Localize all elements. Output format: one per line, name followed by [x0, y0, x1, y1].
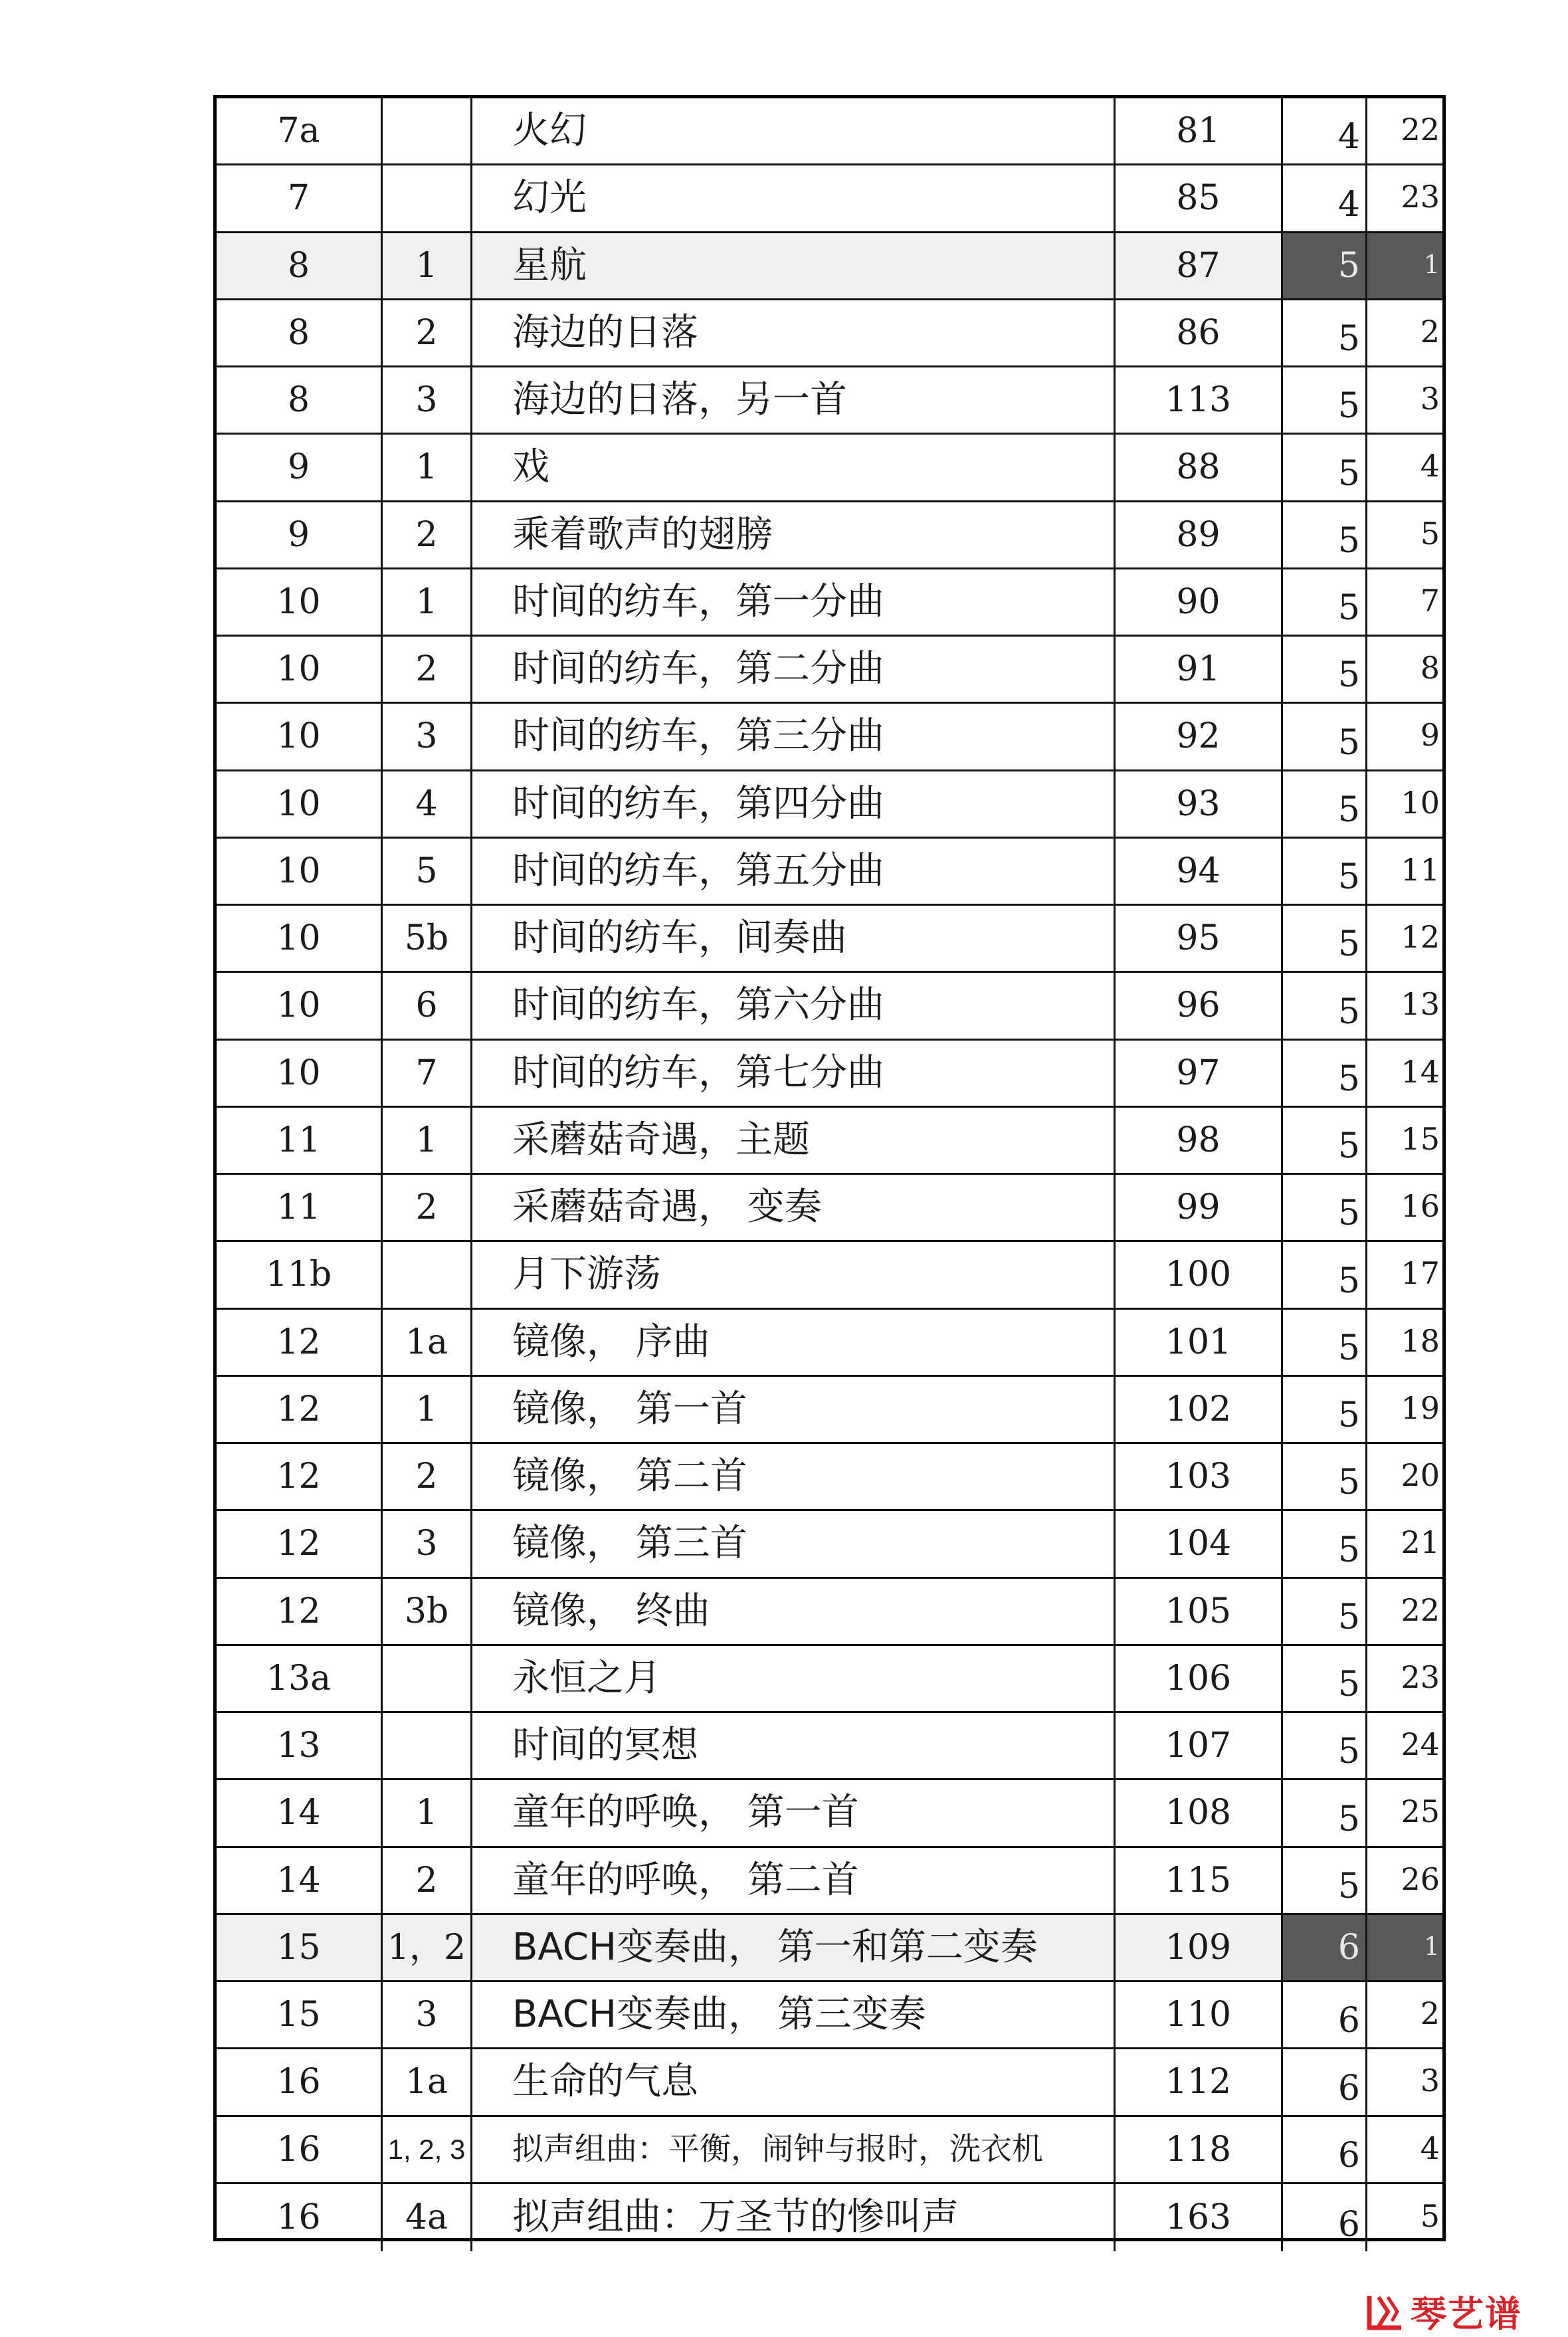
- table-row: [217, 637, 1442, 704]
- sub-number-cell: [383, 165, 472, 231]
- title-cell: 童年的呼唤， 第二首: [472, 1848, 1116, 1913]
- piece-number-cell: 12: [217, 1377, 383, 1442]
- volume-cell: 4: [1283, 98, 1367, 163]
- piece-number-cell: 11: [217, 1175, 383, 1240]
- table-row: [217, 1041, 1442, 1108]
- title-cell: 采蘑菇奇遇， 变奏: [472, 1175, 1116, 1240]
- title-cell: 镜像， 第一首: [472, 1377, 1116, 1442]
- piece-number-cell: 8: [217, 300, 383, 365]
- sub-number-cell: 6: [383, 973, 472, 1038]
- title-cell: 海边的日落: [472, 300, 1116, 365]
- table-row: [217, 2184, 1442, 2251]
- table-row: [217, 1982, 1442, 2049]
- track-cell: 23: [1401, 179, 1440, 215]
- sub-number-cell: 1: [383, 435, 472, 500]
- volume-cell: 5: [1283, 1377, 1367, 1442]
- page-cell: 87: [1116, 233, 1283, 298]
- table-row: [217, 1108, 1442, 1175]
- track-cell: 12: [1401, 919, 1440, 956]
- page-cell: 112: [1116, 2049, 1283, 2114]
- sub-number-cell: 3: [383, 1982, 472, 2047]
- title-cell: 时间的纺车，第六分曲: [472, 973, 1116, 1038]
- track-cell: 14: [1401, 1053, 1440, 1090]
- page-cell: 94: [1116, 839, 1283, 904]
- table-row: [217, 233, 1442, 300]
- page-cell: 98: [1116, 1108, 1283, 1173]
- table-row: [217, 1242, 1442, 1309]
- volume-cell: 5: [1283, 367, 1367, 433]
- track-cell: 3: [1420, 2063, 1440, 2099]
- table-row: [217, 300, 1442, 367]
- page-cell: 81: [1116, 98, 1283, 163]
- table-row: [217, 906, 1442, 973]
- title-cell: 星航: [472, 233, 1116, 298]
- table-row: [217, 1646, 1442, 1713]
- piece-number-cell: 12: [217, 1310, 383, 1375]
- track-cell: 20: [1401, 1457, 1440, 1494]
- volume-cell: 5: [1283, 839, 1367, 904]
- sub-number-cell: [383, 1242, 472, 1307]
- volume-cell: 5: [1283, 233, 1367, 298]
- page-cell: 106: [1116, 1646, 1283, 1711]
- piece-number-cell: 16: [217, 2117, 383, 2182]
- track-cell: 18: [1401, 1322, 1440, 1359]
- volume-cell: 5: [1283, 1041, 1367, 1106]
- page-cell: 85: [1116, 165, 1283, 231]
- sub-number-cell: 1: [383, 1108, 472, 1173]
- sub-number-cell: 3: [383, 367, 472, 433]
- title-cell: 生命的气息: [472, 2049, 1116, 2114]
- track-cell: 5: [1420, 515, 1440, 552]
- title-cell: 镜像， 第三首: [472, 1511, 1116, 1576]
- page-cell: 91: [1116, 637, 1283, 702]
- sub-number-cell: 5: [383, 839, 472, 904]
- title-cell: BACH变奏曲， 第三变奏: [472, 1982, 1116, 2047]
- sub-number-cell: 1a: [383, 2049, 472, 2114]
- page-cell: 86: [1116, 300, 1283, 365]
- sub-number-cell: 3b: [383, 1579, 472, 1644]
- page-cell: 118: [1116, 2117, 1283, 2182]
- title-cell: 童年的呼唤， 第一首: [472, 1780, 1116, 1845]
- table-row: [217, 367, 1442, 435]
- page-cell: 93: [1116, 771, 1283, 837]
- track-cell: 4: [1420, 2130, 1440, 2166]
- sub-number-cell: 1: [383, 1377, 472, 1442]
- track-cell: 17: [1401, 1255, 1440, 1292]
- track-cell: 13: [1401, 986, 1440, 1023]
- table-row: [217, 704, 1442, 771]
- watermark-logo: [1365, 2286, 1522, 2337]
- piece-number-cell: 11: [217, 1108, 383, 1173]
- sub-number-cell: 1, 2, 3: [383, 2117, 472, 2182]
- title-cell: 永恒之月: [472, 1646, 1116, 1711]
- volume-cell: 6: [1283, 2184, 1367, 2251]
- piece-number-cell: 13: [217, 1713, 383, 1778]
- piece-number-cell: 7: [217, 165, 383, 231]
- title-cell: 时间的纺车，第三分曲: [472, 704, 1116, 769]
- logo-text: 琴艺谱: [1411, 2293, 1522, 2335]
- track-cell: 23: [1401, 1659, 1440, 1695]
- title-cell: 镜像， 第二首: [472, 1444, 1116, 1509]
- page-cell: 88: [1116, 435, 1283, 500]
- track-cell: 15: [1401, 1120, 1440, 1157]
- volume-cell: 5: [1283, 771, 1367, 837]
- table-row: [217, 1511, 1442, 1578]
- volume-cell: 6: [1283, 1915, 1367, 1980]
- table-row: [217, 1377, 1442, 1444]
- piece-number-cell: 15: [217, 1982, 383, 2047]
- title-cell: 月下游荡: [472, 1242, 1116, 1307]
- table-row: [217, 502, 1442, 569]
- title-cell: 戏: [472, 435, 1116, 500]
- track-cell: 19: [1401, 1389, 1440, 1426]
- track-cell: 26: [1401, 1861, 1440, 1897]
- sub-number-cell: 4: [383, 771, 472, 837]
- volume-cell: 6: [1283, 1982, 1367, 2047]
- volume-cell: 4: [1283, 165, 1367, 231]
- table-row: [217, 1579, 1442, 1646]
- track-cell: 4: [1420, 448, 1440, 484]
- title-cell: 乘着歌声的翅膀: [472, 502, 1116, 567]
- piece-number-cell: 10: [217, 704, 383, 769]
- piece-number-cell: 9: [217, 435, 383, 500]
- title-cell: 火幻: [472, 98, 1116, 163]
- piece-number-cell: 16: [217, 2049, 383, 2114]
- volume-cell: 5: [1283, 1310, 1367, 1375]
- piece-number-cell: 10: [217, 973, 383, 1038]
- table-row: [217, 973, 1442, 1040]
- sub-number-cell: 3: [383, 1511, 472, 1576]
- page-cell: 109: [1116, 1915, 1283, 1980]
- sub-number-cell: 2: [383, 1175, 472, 1240]
- page-cell: 92: [1116, 704, 1283, 769]
- volume-cell: 5: [1283, 1175, 1367, 1240]
- track-cell: 21: [1401, 1524, 1440, 1561]
- page-cell: 115: [1116, 1848, 1283, 1913]
- page-cell: 113: [1116, 367, 1283, 433]
- title-cell: 时间的纺车，间奏曲: [472, 906, 1116, 971]
- page-cell: 163: [1116, 2184, 1283, 2251]
- sub-number-cell: 1: [383, 233, 472, 298]
- table-row: [217, 839, 1442, 906]
- track-cell: 16: [1401, 1188, 1440, 1225]
- page-cell: 107: [1116, 1713, 1283, 1778]
- sub-number-cell: 3: [383, 704, 472, 769]
- track-cell: 7: [1420, 582, 1440, 619]
- volume-cell: 5: [1283, 906, 1367, 971]
- page-cell: 101: [1116, 1310, 1283, 1375]
- piece-number-cell: 14: [217, 1780, 383, 1845]
- title-cell: 时间的纺车，第四分曲: [472, 771, 1116, 837]
- sub-number-cell: 1a: [383, 1310, 472, 1375]
- table-row: [217, 1713, 1442, 1780]
- track-cell: 3: [1420, 381, 1440, 417]
- title-cell: 镜像， 序曲: [472, 1310, 1116, 1375]
- title-cell: 海边的日落，另一首: [472, 367, 1116, 433]
- piece-number-cell: 16: [217, 2184, 383, 2251]
- sub-number-cell: 7: [383, 1041, 472, 1106]
- sub-number-cell: 2: [383, 502, 472, 567]
- page-cell: 95: [1116, 906, 1283, 971]
- track-cell: 22: [1401, 1591, 1440, 1628]
- piece-number-cell: 14: [217, 1848, 383, 1913]
- piece-number-cell: 7a: [217, 98, 383, 163]
- table-row: [217, 2117, 1442, 2184]
- track-cell: 22: [1401, 112, 1440, 148]
- sub-number-cell: 1: [383, 1780, 472, 1845]
- table-row: [217, 1915, 1442, 1982]
- track-cell: 5: [1420, 2198, 1440, 2235]
- piece-number-cell: 10: [217, 839, 383, 904]
- table-row: [217, 165, 1442, 233]
- sub-number-cell: 1，2: [383, 1915, 472, 1980]
- volume-cell: 5: [1283, 704, 1367, 769]
- sub-number-cell: 1: [383, 569, 472, 635]
- volume-cell: 5: [1283, 637, 1367, 702]
- volume-cell: 5: [1283, 1242, 1367, 1307]
- track-cell: 8: [1420, 650, 1440, 686]
- title-cell: 拟声组曲：万圣节的惨叫声: [472, 2184, 1116, 2251]
- title-cell: BACH变奏曲， 第一和第二变奏: [472, 1915, 1116, 1980]
- volume-cell: 5: [1283, 435, 1367, 500]
- sub-number-cell: 2: [383, 1848, 472, 1913]
- title-cell: 采蘑菇奇遇，主题: [472, 1108, 1116, 1173]
- track-cell: 24: [1401, 1726, 1440, 1763]
- title-cell: 幻光: [472, 165, 1116, 231]
- sub-number-cell: 4a: [383, 2184, 472, 2251]
- volume-cell: 5: [1283, 1579, 1367, 1644]
- track-cell: 1: [1367, 233, 1442, 298]
- volume-cell: 5: [1283, 1444, 1367, 1509]
- sub-number-cell: [383, 1646, 472, 1711]
- volume-cell: 5: [1283, 1780, 1367, 1845]
- page-cell: 96: [1116, 973, 1283, 1038]
- piece-number-cell: 8: [217, 367, 383, 433]
- sub-number-cell: 2: [383, 300, 472, 365]
- table-row: [217, 1310, 1442, 1377]
- piece-number-cell: 10: [217, 771, 383, 837]
- track-cell: 9: [1420, 717, 1440, 754]
- volume-cell: 5: [1283, 1108, 1367, 1173]
- piece-number-cell: 10: [217, 637, 383, 702]
- table-row: [217, 771, 1442, 839]
- page-cell: 102: [1116, 1377, 1283, 1442]
- piece-number-cell: 10: [217, 1041, 383, 1106]
- volume-cell: 5: [1283, 1713, 1367, 1778]
- sub-number-cell: [383, 1713, 472, 1778]
- track-cell: 11: [1401, 851, 1440, 888]
- page-cell: 105: [1116, 1579, 1283, 1644]
- table-row: [217, 1444, 1442, 1511]
- table-row: [217, 98, 1442, 165]
- sub-number-cell: [383, 98, 472, 163]
- title-cell: 时间的纺车，第二分曲: [472, 637, 1116, 702]
- piece-number-cell: 12: [217, 1511, 383, 1576]
- sub-number-cell: 2: [383, 637, 472, 702]
- sub-number-cell: 2: [383, 1444, 472, 1509]
- volume-cell: 5: [1283, 300, 1367, 365]
- piece-number-cell: 8: [217, 233, 383, 298]
- piece-number-cell: 9: [217, 502, 383, 567]
- page-cell: 104: [1116, 1511, 1283, 1576]
- table-row: [217, 1175, 1442, 1242]
- volume-cell: 5: [1283, 1511, 1367, 1576]
- table-row: [217, 569, 1442, 637]
- page-cell: 90: [1116, 569, 1283, 635]
- table-row: [217, 435, 1442, 502]
- title-cell: 时间的冥想: [472, 1713, 1116, 1778]
- table-row: [217, 1848, 1442, 1915]
- title-cell: 时间的纺车，第五分曲: [472, 839, 1116, 904]
- piece-number-cell: 11b: [217, 1242, 383, 1307]
- index-table: [213, 95, 1446, 2245]
- track-cell: 10: [1401, 784, 1440, 821]
- piece-number-cell: 10: [217, 569, 383, 635]
- page-cell: 103: [1116, 1444, 1283, 1509]
- title-cell: 拟声组曲：平衡，闹钟与报时，洗衣机: [472, 2117, 1116, 2182]
- volume-cell: 5: [1283, 569, 1367, 635]
- piece-number-cell: 12: [217, 1579, 383, 1644]
- piece-number-cell: 13a: [217, 1646, 383, 1711]
- volume-cell: 5: [1283, 1848, 1367, 1913]
- volume-cell: 5: [1283, 1646, 1367, 1711]
- title-cell: 时间的纺车，第七分曲: [472, 1041, 1116, 1106]
- volume-cell: 5: [1283, 973, 1367, 1038]
- piece-number-cell: 12: [217, 1444, 383, 1509]
- volume-cell: 6: [1283, 2117, 1367, 2182]
- track-cell: 1: [1367, 1915, 1442, 1980]
- title-cell: 镜像， 终曲: [472, 1579, 1116, 1644]
- page-cell: 99: [1116, 1175, 1283, 1240]
- page-cell: 108: [1116, 1780, 1283, 1845]
- piece-number-cell: 10: [217, 906, 383, 971]
- piano-key-logo-icon: [1365, 2292, 1405, 2332]
- title-cell: 时间的纺车，第一分曲: [472, 569, 1116, 635]
- page-cell: 89: [1116, 502, 1283, 567]
- page-cell: 100: [1116, 1242, 1283, 1307]
- track-cell: 25: [1401, 1793, 1440, 1830]
- volume-cell: 5: [1283, 502, 1367, 567]
- track-cell: 2: [1420, 1995, 1440, 2032]
- page-cell: 110: [1116, 1982, 1283, 2047]
- table-row: [217, 2049, 1442, 2116]
- track-cell: 2: [1420, 313, 1440, 350]
- sub-number-cell: 5b: [383, 906, 472, 971]
- table-row: [217, 1780, 1442, 1847]
- page-cell: 97: [1116, 1041, 1283, 1106]
- volume-cell: 6: [1283, 2049, 1367, 2114]
- piece-number-cell: 15: [217, 1915, 383, 1980]
